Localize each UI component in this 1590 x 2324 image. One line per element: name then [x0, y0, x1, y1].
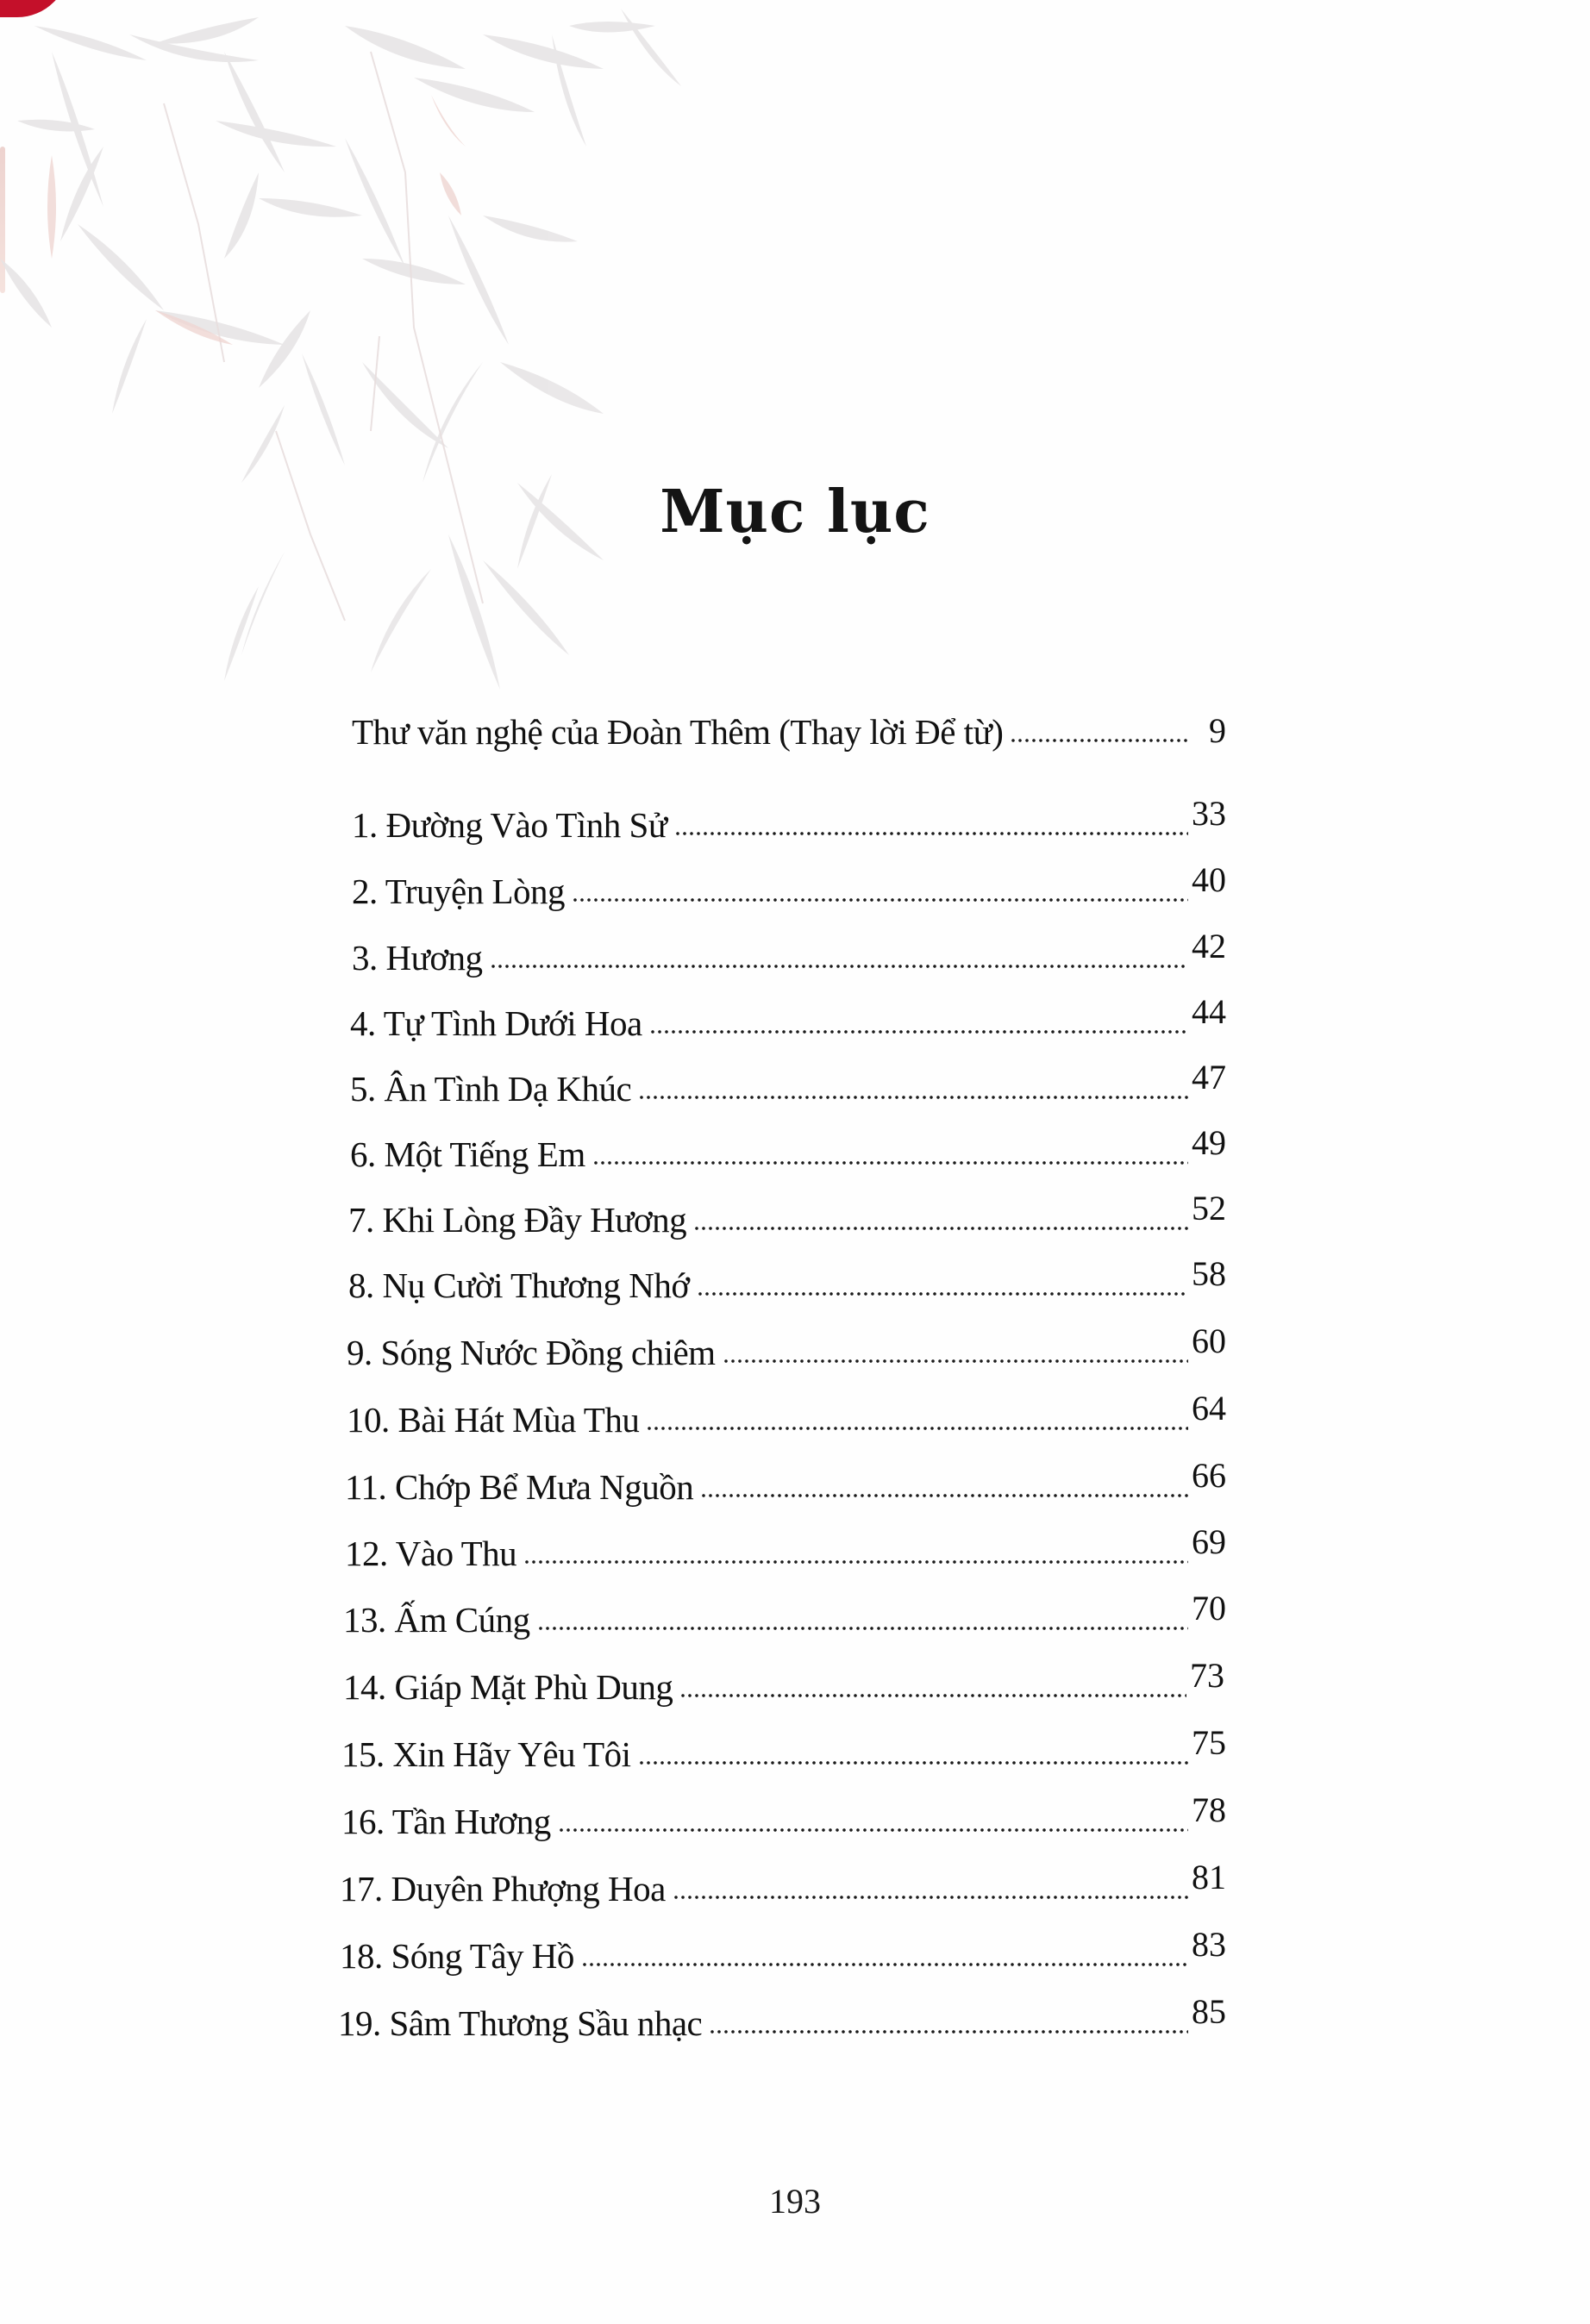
toc-entry-label: 6. Một Tiếng Em [350, 1134, 585, 1174]
toc-entry-row [352, 924, 1226, 976]
toc-entry-label: 15. Xin Hãy Yêu Tôi [341, 1734, 631, 1774]
dot-leader [673, 1895, 1188, 1900]
toc-entry-row [340, 1922, 1226, 1974]
bamboo-watermark-icon [0, 0, 1035, 776]
toc-entry-row [350, 1055, 1226, 1107]
toc-entry-row [345, 1453, 1226, 1505]
dot-leader [592, 1160, 1188, 1165]
toc-entry-page: 42 [1192, 927, 1226, 965]
dot-leader [697, 1291, 1189, 1296]
toc-entry-label: 4. Tự Tình Dưới Hoa [350, 1003, 642, 1043]
page-edge-shadow [0, 147, 5, 293]
toc-entry-page: 47 [1192, 1058, 1226, 1096]
toc-entry-page: 9 [1209, 711, 1226, 750]
toc-entry-page: 60 [1192, 1321, 1226, 1360]
toc-entry-page: 81 [1192, 1858, 1226, 1896]
toc-entry-row [347, 1319, 1226, 1371]
toc-entry-page: 40 [1192, 860, 1226, 899]
toc-entry-row [343, 1586, 1226, 1638]
toc-entry-label: 5. Ân Tình Dạ Khúc [350, 1069, 632, 1109]
toc-entry-label: 12. Vào Thu [345, 1534, 517, 1573]
toc-entry-row [348, 1252, 1226, 1303]
toc-entry-row [352, 858, 1226, 909]
toc-entry-label: Thư văn nghệ của Đoàn Thêm (Thay lời Để từ) [352, 712, 1004, 752]
toc-entry-label: 13. Ấm Cúng [343, 1600, 530, 1640]
toc-entry-page: 73 [1190, 1656, 1224, 1695]
toc-entry-page: 83 [1192, 1925, 1226, 1964]
dot-leader [723, 1359, 1188, 1364]
toc-entry-row [347, 1386, 1226, 1438]
dot-leader [558, 1827, 1188, 1833]
toc-entry-page: 33 [1192, 794, 1226, 833]
dot-leader [700, 1493, 1188, 1498]
toc-intro-row [352, 698, 1226, 750]
toc-entry-page: 69 [1192, 1522, 1226, 1561]
toc-entry-row [341, 1788, 1226, 1840]
page-number: 193 [769, 2182, 821, 2221]
toc-entry-label: 3. Hương [352, 938, 483, 978]
dot-leader [638, 1095, 1188, 1100]
toc-entry-page: 58 [1192, 1254, 1226, 1293]
toc-entry-row [348, 1186, 1226, 1238]
toc-entry-page: 85 [1192, 1992, 1226, 2031]
dot-leader [709, 2029, 1188, 2034]
toc-entry-row [345, 1520, 1226, 1571]
toc-entry-row [350, 990, 1226, 1041]
dot-leader [674, 831, 1188, 836]
toc-entry-label: 8. Nụ Cười Thương Nhớ [348, 1265, 690, 1305]
toc-entry-row [343, 1653, 1224, 1705]
toc-entry-label: 10. Bài Hát Mùa Thu [347, 1400, 640, 1440]
page-title: Mục lục [660, 477, 930, 547]
toc-entry-label: 1. Đường Vào Tình Sử [352, 805, 667, 845]
toc-entry-page: 44 [1192, 992, 1226, 1031]
toc-entry-label: 16. Tần Hương [341, 1802, 551, 1841]
dot-leader [1010, 738, 1190, 743]
dot-leader [649, 1029, 1188, 1034]
red-cover-edge [0, 0, 69, 17]
toc-entry-row [338, 1990, 1226, 2041]
dot-leader [572, 897, 1188, 903]
toc-entry-page: 66 [1192, 1456, 1226, 1495]
dot-leader [537, 1626, 1188, 1631]
dot-leader [490, 964, 1188, 969]
toc-entry-label: 17. Duyên Phượng Hoa [340, 1869, 666, 1909]
toc-entry-label: 11. Chớp Bể Mưa Nguồn [345, 1467, 694, 1507]
toc-entry-row [350, 1121, 1226, 1172]
toc-entry-row [341, 1721, 1226, 1772]
dot-leader [679, 1693, 1186, 1698]
toc-entry-label: 18. Sóng Tây Hồ [340, 1936, 574, 1976]
toc-entry-label: 9. Sóng Nước Đồng chiêm [347, 1333, 716, 1372]
toc-entry-page: 78 [1192, 1790, 1226, 1829]
toc-entry-page: 75 [1192, 1723, 1226, 1762]
toc-entry-label: 14. Giáp Mặt Phù Dung [343, 1667, 673, 1707]
dot-leader [646, 1426, 1188, 1431]
toc-entry-page: 52 [1192, 1189, 1226, 1228]
dot-leader [693, 1226, 1188, 1231]
toc-entry-page: 70 [1192, 1589, 1226, 1627]
toc-entry-row [340, 1855, 1226, 1907]
dot-leader [581, 1962, 1188, 1967]
toc-entry-label: 7. Khi Lòng Đầy Hương [348, 1200, 687, 1240]
toc-entry-page: 49 [1192, 1123, 1226, 1162]
dot-leader [638, 1760, 1188, 1765]
dot-leader [523, 1559, 1188, 1565]
toc-entry-label: 2. Truyện Lòng [352, 872, 566, 911]
toc-entry-page: 64 [1192, 1389, 1226, 1428]
toc-entry-row [352, 791, 1226, 843]
toc-entry-label: 19. Sâm Thương Sầu nhạc [338, 2003, 703, 2043]
